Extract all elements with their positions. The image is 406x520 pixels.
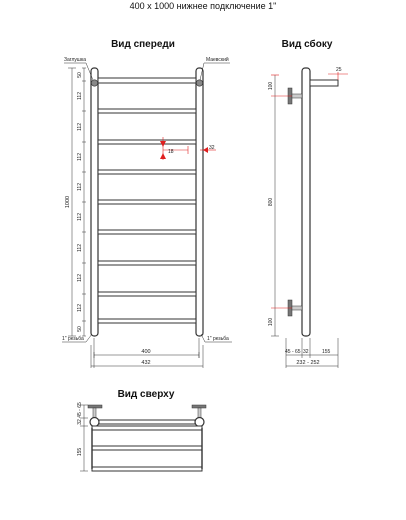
front-bar [98, 140, 196, 144]
top-dim-c: 155 [77, 447, 83, 457]
bar-diameter-dim: 32 [209, 145, 215, 151]
segment-dim: 112 [77, 244, 83, 252]
side-middle-dim: 800 [268, 197, 274, 207]
segment-dim: 50 [77, 72, 83, 78]
bottom-mount-rod [292, 306, 302, 310]
valve-label: Маевский [206, 57, 229, 63]
left-pipe [91, 68, 98, 336]
top-bar [92, 446, 202, 450]
side-bottom-dim-b: 32 [303, 349, 309, 355]
top-mount-rod [292, 94, 302, 98]
front-bar [98, 170, 196, 174]
segment-dim: 112 [77, 183, 83, 191]
front-bars [98, 78, 196, 323]
front-bar [98, 319, 196, 323]
bar-gap-dim: 18 [168, 149, 174, 155]
top-right-plate [192, 405, 206, 408]
plug-cap [91, 80, 97, 86]
top-dim-a: 32 [77, 419, 83, 425]
front-bar [98, 200, 196, 204]
top-bar [99, 420, 195, 424]
front-bar [98, 261, 196, 265]
top-bar [92, 467, 202, 471]
side-top-dim: 100 [268, 81, 274, 91]
outer-width-dim: 432 [141, 360, 151, 366]
side-view-title: Вид сбоку [281, 39, 333, 50]
top-left-pipe [90, 418, 99, 427]
side-top-stub [310, 80, 338, 86]
valve-cap [196, 80, 202, 86]
segment-dim: 112 [77, 153, 83, 161]
segment-dim: 112 [77, 123, 83, 131]
top-left-plate [88, 405, 102, 408]
overall-depth-dim: 232 - 252 [296, 360, 320, 366]
center-width-dim: 400 [141, 349, 151, 355]
right-pipe [196, 68, 203, 336]
top-view-title: Вид сверху [117, 389, 175, 400]
top-right-rod [198, 408, 201, 418]
total-height-dim: 1000 [65, 195, 71, 209]
segment-dim: 112 [77, 92, 83, 100]
top-left-rod [93, 408, 96, 418]
thread-right-label: 1" резьба [207, 336, 229, 342]
front-bar [98, 78, 196, 83]
front-view-title: Вид спереди [111, 39, 175, 50]
side-pipe [302, 68, 310, 336]
drawing-title: 400 x 1000 нижнее подключение 1" [129, 1, 277, 11]
segment-dim: 112 [77, 304, 83, 312]
top-gap-dim: 25 [336, 67, 342, 73]
side-bottom-dim: 100 [268, 317, 274, 327]
top-bar [92, 426, 202, 430]
side-view [268, 38, 348, 368]
side-bottom-dim-a: 45 - 65 [285, 349, 301, 355]
front-bar [98, 292, 196, 296]
front-view [62, 39, 232, 368]
front-bar [98, 109, 196, 113]
plug-label: Заглушка [64, 57, 87, 63]
segment-dim: 50 [77, 326, 83, 332]
segment-dim: 112 [77, 274, 83, 282]
top-right-pipe [195, 418, 204, 427]
segment-dim: 112 [77, 213, 83, 221]
side-bottom-dim-c: 155 [322, 349, 331, 355]
front-bar [98, 230, 196, 234]
thread-left-label: 1" резьба [62, 336, 84, 342]
top-dim-b: 45 - 65 [77, 402, 83, 418]
top-view [77, 389, 206, 471]
